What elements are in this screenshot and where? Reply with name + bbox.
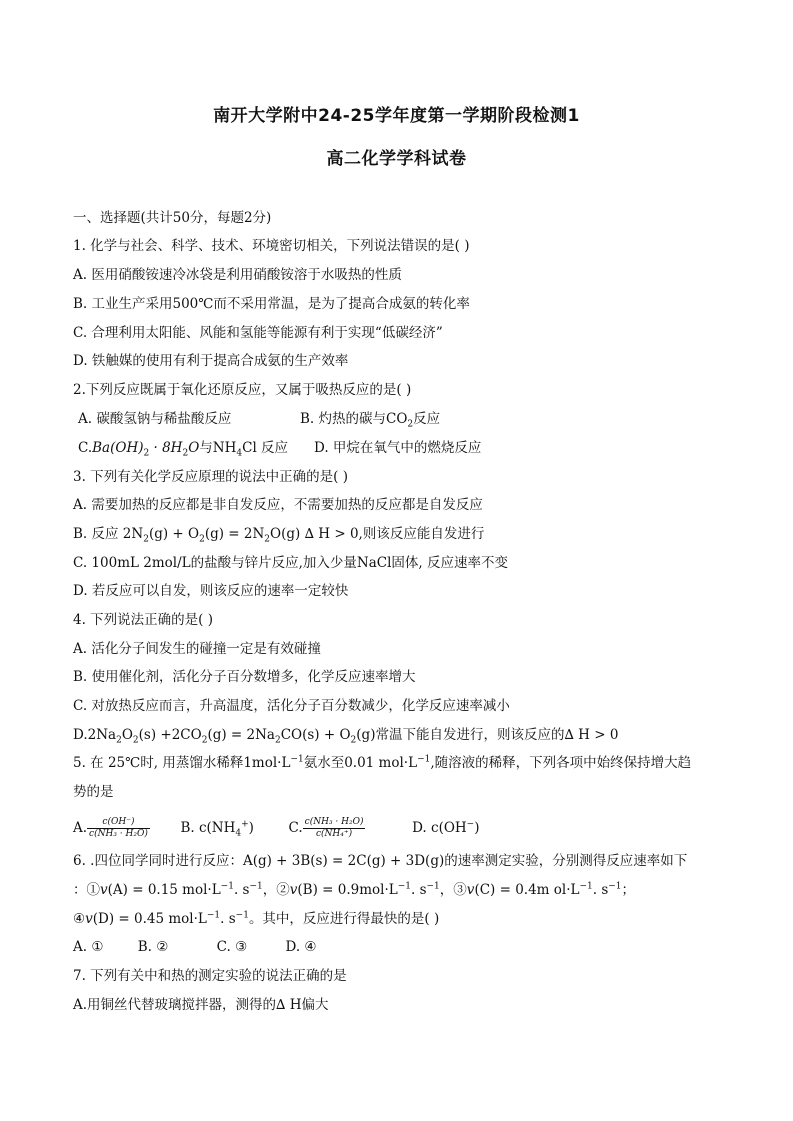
q2-option-d: D. 甲烷在氧气中的燃烧反应 (314, 440, 482, 456)
q6-stem: 6. .四位同学同时进行反应：A(g) + 3B(s) = 2C(g) + 3D(g)的速率测定实验，分别测得反应速率如下 (73, 853, 688, 869)
q1-option-c: C. 合理利用太阳能、风能和氢能等能源有利于实现“低碳经济” (73, 325, 443, 341)
q2-option-b: B. 灼热的碳与$CO_2$反应 (300, 411, 441, 430)
section-heading: 一、选择题(共计50分，每题2分) (73, 210, 272, 226)
q5-stem: 5. 在 25℃时, 用蒸馏水稀释$1mol\cdot L^{-1}$氨水至0.01 $mol\cdot L^{-1}$,随溶液的稀释，下列各项中始终保持增大趋 (73, 754, 692, 771)
q6-option-a: A. ① (73, 939, 104, 955)
q6-option-c: C. ③ (216, 939, 248, 955)
q6-options (73, 938, 317, 956)
q6-option-b: B. ② (137, 939, 169, 955)
q7-option-a: A.用铜丝代替玻璃搅拌器，测得的∆ H偏大 (73, 997, 329, 1013)
q5-option-d: D. c(OH−) (412, 819, 480, 836)
q1-option-d: D. 铁触媒的使用有利于提高合成氨的生产效率 (73, 353, 349, 369)
q5-stem-cont: 势的是 (73, 784, 114, 800)
q3-option-d: D. 若反应可以自发，则该反应的速率一定较快 (73, 583, 349, 599)
q7-stem: 7. 下列有关中和热的测定实验的说法正确的是 (73, 968, 347, 984)
q2-option-c: $C.Ba(OH)_2 \cdot 8H_2O$与$NH_4Cl$ 反应 (78, 440, 289, 459)
q4-option-d: $D.2Na_2O_2(s) +2CO_2(g) = 2Na_2CO(s) + O_2(g)$常温下能自发进行，则该反应的∆ H > 0 (73, 727, 619, 746)
q1-stem: 1. 化学与社会、科学、技术、环境密切相关，下列说法错误的是( ) (73, 238, 470, 254)
q5-option-c: C. $\frac{\text{c(NH₃ · H₂O)}}{\text{c(NH₄⁺)}}$ (288, 817, 364, 839)
exam-title: 南开大学附中24-25学年度第一学期阶段检测1 (213, 106, 580, 126)
q6-rates-line-2: ④v(D) = 0.45 $mol\cdot L^{-1}$. $s^{-1}$。其中，反应进行得最快的是( ) (73, 910, 440, 927)
q3-option-a: A. 需要加热的反应都是非自发反应，不需要加热的反应都是自发反应 (73, 497, 483, 513)
q4-stem: 4. 下列说法正确的是( ) (73, 612, 213, 628)
q6-option-d: D. ④ (285, 939, 317, 955)
q3-option-b: B. 反应 $2N_2(g) + O_2(g) = 2N_2O(g)$ ∆ H > 0,则该反应能自发进行 (73, 526, 485, 545)
q3-option-c: C. 100mL 2mol/L的盐酸与锌片反应,加入少量NaCl固体, 反应速率不变 (73, 555, 508, 571)
q1-option-a: A. 医用硝酸铵速冷冰袋是利用硝酸铵溶于水吸热的性质 (73, 267, 402, 283)
q4-option-b: B. 使用催化剂，活化分子百分数增多，化学反应速率增大 (73, 669, 416, 685)
q1-option-b: B. 工业生产采用500℃而不采用常温，是为了提高合成氨的转化率 (73, 296, 470, 312)
q4-option-a: A. 活化分子间发生的碰撞一定是有效碰撞 (73, 641, 321, 657)
q3-stem: 3. 下列有关化学反应原理的说法中正确的是( ) (73, 469, 348, 485)
q5-option-b: B. $c(NH_4^+)$ (180, 819, 254, 839)
q5-option-a: A. $\frac{c(OH^-)}{\text{c(NH₃ · H₂O)}}$ (73, 817, 148, 839)
q4-option-c: C. 对放热反应而言，升高温度，活化分子百分数减少，化学反应速率减小 (73, 698, 510, 714)
exam-subtitle: 高二化学学科试卷 (326, 149, 467, 169)
q6-rates-line: ：①v(A) = 0.15 $mol\cdot L^{-1}$. $s^{-1}$，②v(B) = $0.9mol\cdot L^{-1}$. $s^{-1}$，③v(C) = 0.4m $ol\cdot L^{-1}$. $s^{-1}$； (73, 881, 636, 898)
q2-stem: 2.下列反应既属于氧化还原反应，又属于吸热反应的是( ) (73, 382, 412, 398)
q2-option-a: A. 碳酸氢钠与稀盐酸反应 (78, 411, 232, 427)
q5-options (73, 813, 480, 843)
